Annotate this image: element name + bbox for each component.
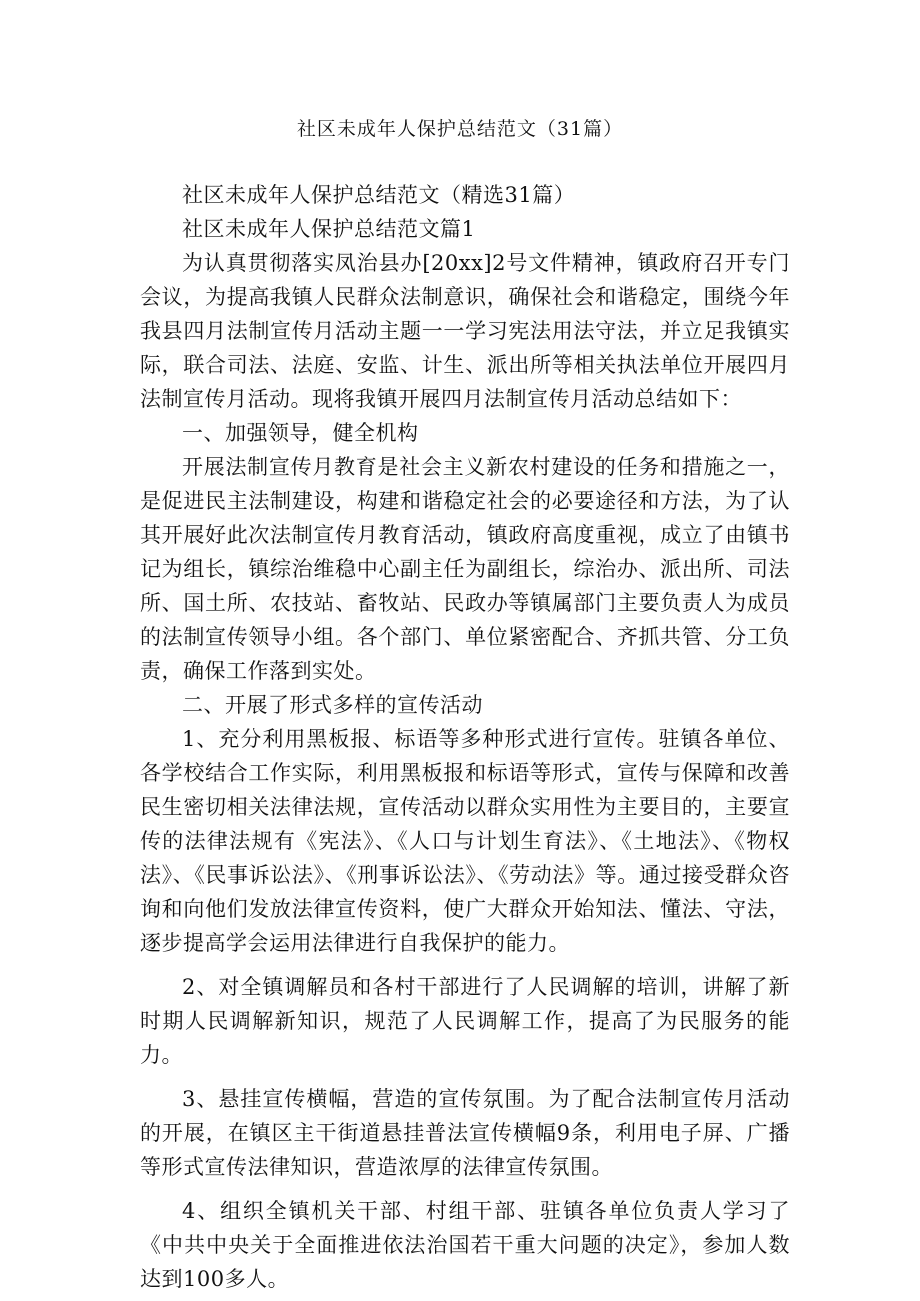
body-paragraph: 为认真贯彻落实凤治县办[20xx]2号文件精神，镇政府召开专门会议，为提高我镇人民群众法制意识，确保社会和谐稳定，围绕今年我县四月法制宣传月活动主题一一学习宪法用法守法，并立足我镇实际，联合司法、法庭、安监、计生、派出所等相关执法单位开展四月法制宣传月活动。现将我镇开展四月法制宣传月活动总结如下： [140, 251, 790, 411]
body-paragraph: 1、充分利用黑板报、标语等多种形式进行宣传。驻镇各单位、各学校结合工作实际，利用黑板报和标语等形式，宣传与保障和改善民生密切相关法律法规，宣传活动以群众实用性为主要目的，主要宣传的法律法规有《宪法》、《人口与计划生育法》、《土地法》、《物权法》、《民事诉讼法》、《刑事诉讼法》、《劳动法》等。通过接受群众咨询和向他们发放法律宣传资料，使广大群众开始知法、懂法、守法，逐步提高学会运用法律进行自我保护的能力。 [140, 727, 790, 955]
body-paragraph: 3、悬挂宣传横幅，营造的宣传氛围。为了配合法制宣传月活动的开展，在镇区主干街道悬挂普法宣传横幅9条，利用电子屏、广播等形式宣传法律知识，营造浓厚的法律宣传氛围。 [140, 1087, 790, 1179]
body-paragraph: 开展法制宣传月教育是社会主义新农村建设的任务和措施之一，是促进民主法制建设，构建和谐稳定社会的必要途径和方法，为了认其开展好此次法制宣传月教育活动，镇政府高度重视，成立了由镇书记为组长，镇综治维稳中心副主任为副组长，综治办、派出所、司法所、国土所、农技站、畜牧站、民政办等镇属部门主要负责人为成员的法制宣传领导小组。各个部门、单位紧密配合、齐抓共管、分工负责，确保工作落到实处。 [140, 455, 790, 683]
subtitle-paragraph: 社区未成年人保护总结范文（精选31篇） [182, 183, 576, 207]
section-heading: 一、加强领导，健全机构 [182, 421, 419, 445]
body-paragraph: 2、对全镇调解员和各村干部进行了人民调解的培训，讲解了新时期人民调解新知识，规范了人民调解工作，提高了为民服务的能力。 [140, 975, 790, 1067]
body-paragraph: 4、组织全镇机关干部、村组干部、驻镇各单位负责人学习了《中共中央关于全面推进依法治国若干重大问题的决定》，参加人数达到100多人。 [140, 1199, 790, 1291]
section-heading: 社区未成年人保护总结范文篇1 [182, 217, 476, 241]
document-body [140, 178, 790, 1296]
section-heading: 二、开展了形式多样的宣传活动 [182, 693, 483, 717]
document-title: 社区未成年人保护总结范文（31篇） [296, 118, 624, 140]
